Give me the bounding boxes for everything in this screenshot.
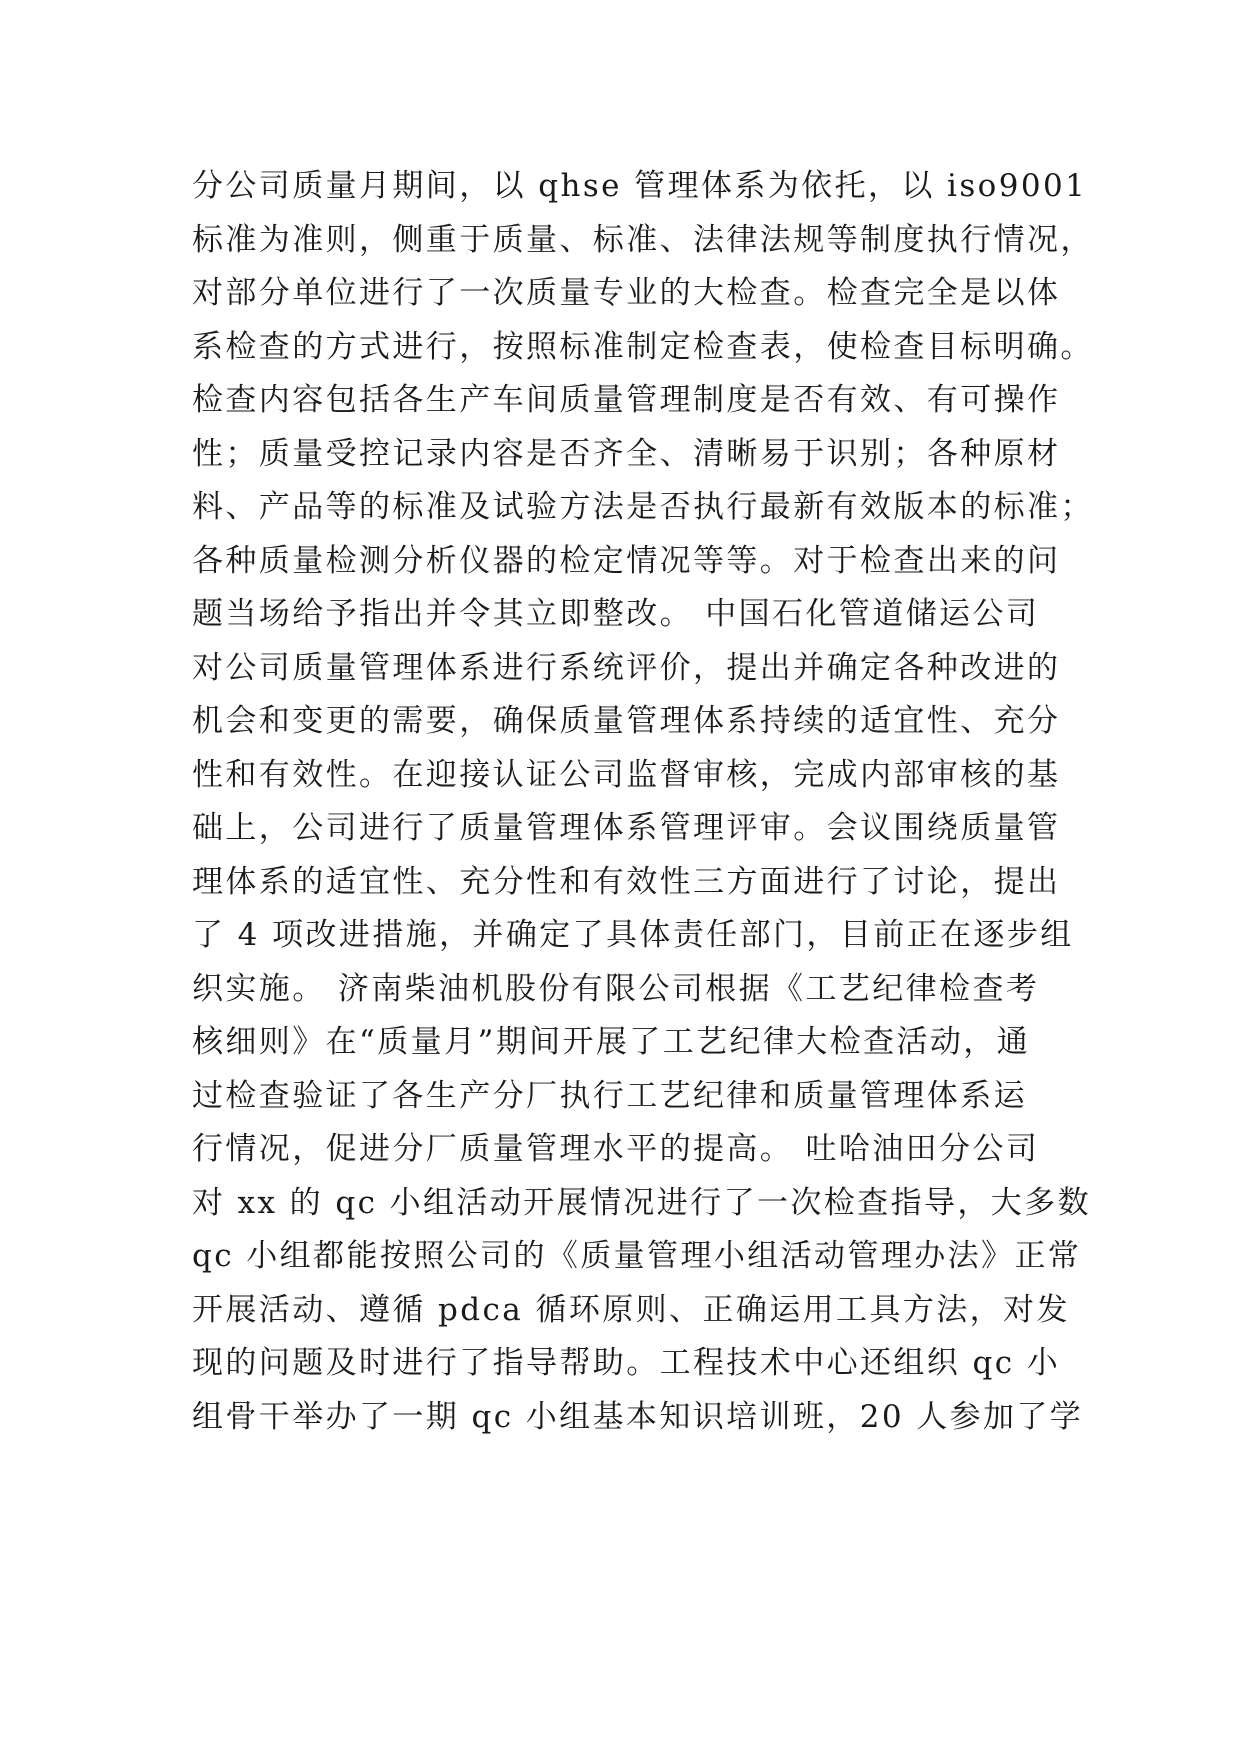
text-line: qc 小组都能按照公司的《质量管理小组活动管理办法》正常 [192, 1238, 1082, 1274]
text-line: 现的问题及时进行了指导帮助。工程技术中心还组织 qc 小 [192, 1345, 1061, 1381]
text-line: 机会和变更的需要，确保质量管理体系持续的适宜性、充分 [192, 703, 1061, 739]
text-line: 标准为准则，侧重于质量、标准、法律法规等制度执行情况， [192, 221, 1094, 258]
text-line: 各种质量检测分析仪器的检定情况等等。对于检查出来的问 [192, 542, 1061, 579]
text-line: 性和有效性。在迎接认证公司监督审核，完成内部审核的基 [192, 756, 1061, 793]
text-line: 础上，公司进行了质量管理体系管理评审。会议围绕质量管 [192, 810, 1061, 846]
text-line: 行情况，促进分厂质量管理水平的提高。 吐哈油田分公司 [192, 1131, 1040, 1167]
text-line: 核细则》在“质量月”期间开展了工艺纪律大检查活动，通 [192, 1024, 1031, 1060]
text-line: 开展活动、遵循 pdca 循环原则、正确运用工具方法，对发 [192, 1291, 1070, 1328]
text-line: 了 4 项改进措施，并确定了具体责任部门，目前正在逐步组 [192, 917, 1074, 953]
text-line: 对公司质量管理体系进行系统评价，提出并确定各种改进的 [192, 649, 1061, 686]
text-line: 检查内容包括各生产车间质量管理制度是否有效、有可操作 [192, 382, 1061, 418]
text-line: 性；质量受控记录内容是否齐全、清晰易于识别；各种原材 [192, 435, 1061, 472]
text-line: 分公司质量月期间，以 qhse 管理体系为依托，以 iso9001 [192, 168, 1088, 204]
text-line: 理体系的适宜性、充分性和有效性三方面进行了讨论，提出 [192, 863, 1061, 900]
text-line: 过检查验证了各生产分厂执行工艺纪律和质量管理体系运 [192, 1077, 1027, 1114]
text-line: 系检查的方式进行，按照标准制定检查表，使检查目标明确。 [192, 328, 1094, 365]
text-line: 料、产品等的标准及试验方法是否执行最新有效版本的标准； [192, 489, 1094, 525]
text-line: 对 xx 的 qc 小组活动开展情况进行了一次检查指导，大多数 [192, 1184, 1091, 1221]
text-line: 组骨干举办了一期 qc 小组基本知识培训班，20 人参加了学 [192, 1398, 1084, 1435]
text-line: 题当场给予指出并令其立即整改。 中国石化管道储运公司 [192, 596, 1040, 632]
text-line: 对部分单位进行了一次质量专业的大检查。检查完全是以体 [192, 275, 1061, 311]
text-line: 织实施。 济南柴油机股份有限公司根据《工艺纪律检查考 [192, 970, 1040, 1007]
body-text [192, 160, 1094, 1444]
